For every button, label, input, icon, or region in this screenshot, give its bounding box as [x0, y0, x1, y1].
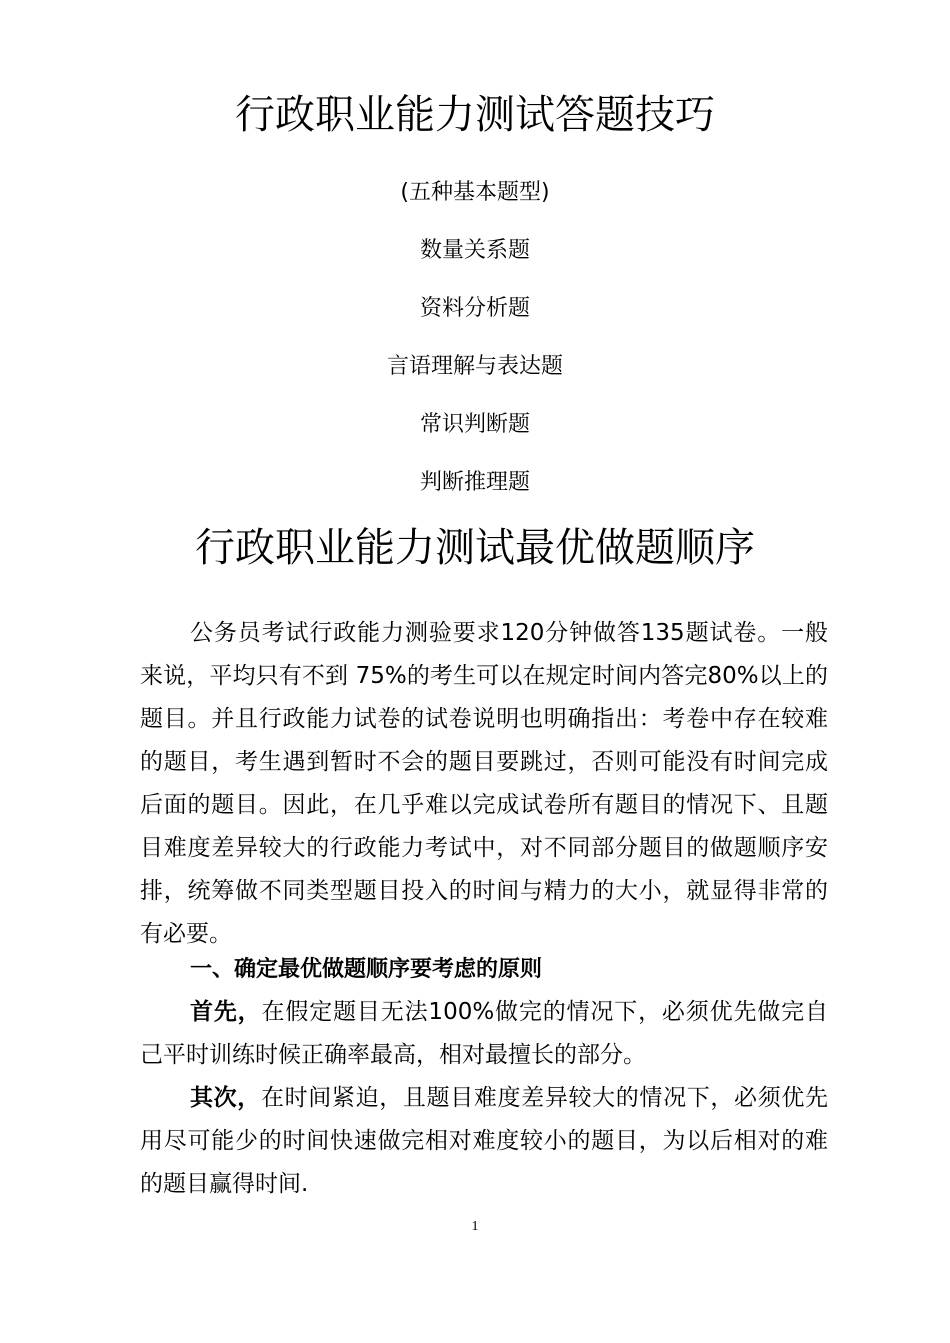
- second-principle-lead: 其次，: [190, 1085, 261, 1111]
- second-principle-paragraph: [140, 1077, 828, 1206]
- question-type-item: 常识判断题: [419, 412, 530, 437]
- second-principle-text: 在时间紧迫，且题目难度差异较大的情况下，必须优先用尽可能少的时间快速做完相对难度较小的题目，为以后相对的难的题目赢得时间.: [140, 1085, 829, 1197]
- section-title: 行政职业能力测试最优做题顺序: [195, 525, 755, 571]
- first-principle-paragraph: [140, 991, 828, 1077]
- first-principle-lead: 首先，: [190, 999, 262, 1025]
- question-type-item: 判断推理题: [419, 470, 530, 495]
- document-title: 行政职业能力测试答题技巧: [235, 92, 715, 138]
- question-type-item: 言语理解与表达题: [386, 354, 563, 379]
- question-type-item: 数量关系题: [419, 238, 530, 263]
- subtitle: (五种基本题型): [400, 180, 550, 205]
- intro-paragraph: 公务员考试行政能力测验要求120分钟做答135题试卷。一般来说，平均只有不到 75%的考生可以在规定时间内答完80%以上的题目。并且行政能力试卷的试卷说明也明确指出：考卷中存在较难的题目，考生遇到暂时不会的题目要跳过，否则可能没有时间完成后面的题目。因此，在几乎难以完成试卷所有题目的情况下、且题目难度差异较大的行政能力考试中，对不同部分题目的做题顺序安排，统筹做不同类型题目投入的时间与精力的大小，就显得非常的有必要。: [140, 620, 828, 947]
- first-principle-text: 在假定题目无法100%做完的情况下，必须优先做完自己平时训练时候正确率最高，相对最擅长的部分。: [140, 999, 828, 1068]
- page-number: 1: [471, 1219, 479, 1234]
- question-type-item: 资料分析题: [419, 296, 530, 321]
- principles-heading: 一、确定最优做题顺序要考虑的原则: [190, 957, 543, 982]
